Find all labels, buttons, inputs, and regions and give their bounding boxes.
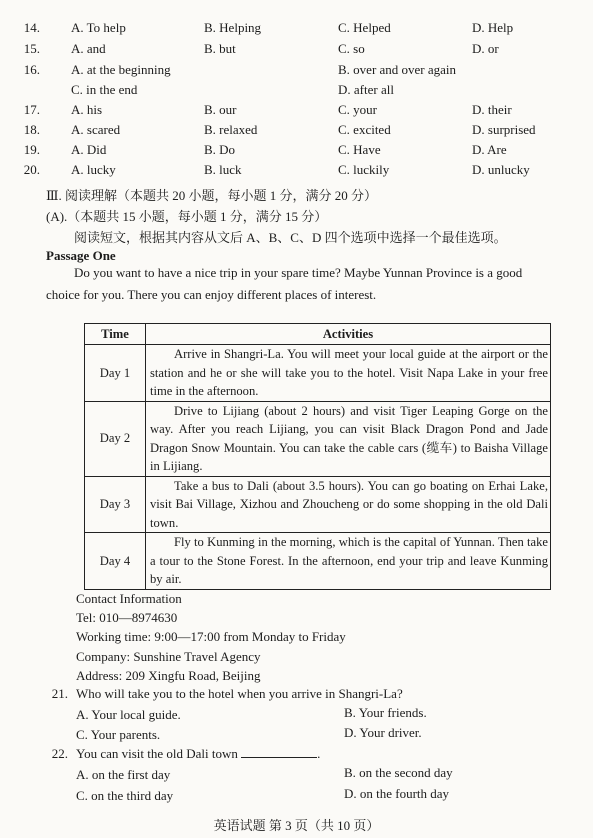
- option-d: D. surprised: [472, 122, 536, 137]
- question-stem: You can visit the old Dali town .: [76, 746, 321, 761]
- option-a: A. his: [71, 102, 103, 117]
- header-time: Time: [85, 324, 146, 345]
- option-a: A. Did: [71, 142, 107, 157]
- option-c: C. Your parents.: [76, 727, 161, 742]
- option-b: B. Your friends.: [344, 705, 427, 720]
- option-a: A. on the first day: [76, 767, 171, 782]
- option-d: D. Help: [472, 20, 514, 35]
- question-number: 21.: [51, 686, 68, 701]
- answer-blank: [241, 746, 317, 758]
- question-stem: Who will take you to the hotel when you arrive in Shangri-La?: [76, 686, 403, 701]
- contact-address: Address: 209 Xingfu Road, Beijing: [76, 668, 261, 683]
- question-number: 22.: [51, 746, 68, 761]
- contact-hours: Working time: 9:00—17:00 from Monday to Friday: [76, 629, 346, 644]
- option-d: D. or: [472, 41, 499, 56]
- passage-title: Passage One: [46, 248, 116, 263]
- header-activities: Activities: [146, 324, 551, 345]
- itinerary-table: [84, 323, 551, 590]
- question-number: 16.: [23, 62, 40, 77]
- option-c: C. luckily: [338, 162, 390, 177]
- option-c: C. Have: [338, 142, 381, 157]
- activity-cell: Fly to Kunming in the morning, which is the capital of Yunnan. Then take a tour to the Stone Forest. In the afternoon, end your trip and leave Kunming by air.: [146, 533, 551, 590]
- question-number: 20.: [23, 162, 40, 177]
- question-number: 15.: [23, 41, 40, 56]
- contact-company: Company: Sunshine Travel Agency: [76, 649, 261, 664]
- option-b: B. luck: [204, 162, 242, 177]
- option-b: B. our: [204, 102, 237, 117]
- option-c: C. excited: [338, 122, 391, 137]
- section-subheading: (A).（本题共 15 小题，每小题 1 分，满分 15 分）: [46, 209, 328, 224]
- option-c: C. your: [338, 102, 377, 117]
- question-stem-text: You can visit the old Dali town: [76, 746, 238, 761]
- option-a: A. scared: [71, 122, 121, 137]
- option-d: D. unlucky: [472, 162, 530, 177]
- day-cell: Day 2: [85, 401, 146, 476]
- option-b: B. Helping: [204, 20, 262, 35]
- question-number: 18.: [23, 122, 40, 137]
- table-header-row: [85, 324, 551, 345]
- option-c: C. in the end: [71, 82, 138, 97]
- option-a: A. lucky: [71, 162, 116, 177]
- page-footer: 英语试题 第 3 页（共 10 页）: [213, 818, 380, 833]
- day-cell: Day 1: [85, 345, 146, 402]
- option-a: A. Your local guide.: [76, 707, 181, 722]
- table-row: [85, 401, 551, 476]
- table-row: [85, 476, 551, 533]
- option-d: D. on the fourth day: [344, 786, 450, 801]
- table-row: [85, 345, 551, 402]
- option-a: A. and: [71, 41, 106, 56]
- section-heading: Ⅲ. 阅读理解（本题共 20 小题，每小题 1 分，满分 20 分）: [46, 188, 378, 203]
- option-d: D. after all: [338, 82, 394, 97]
- question-number: 19.: [23, 142, 40, 157]
- option-b: B. on the second day: [344, 765, 453, 780]
- activity-cell: Take a bus to Dali (about 3.5 hours). You can go boating on Erhai Lake, visit Bai Village, Xizhou and Zhoucheng or do some shopping in the old Dali town.: [146, 476, 551, 533]
- option-b: B. relaxed: [204, 122, 258, 137]
- contact-tel: Tel: 010—8974630: [76, 610, 178, 625]
- option-c: C. so: [338, 41, 365, 56]
- activity-cell: Drive to Lijiang (about 2 hours) and visit Tiger Leaping Gorge on the way. After you reach Lijiang, you can visit Black Dragon Pond and Jade Dragon Snow Mountain. You can take the cable cars (缆车) to Baisha Village in Lijiang.: [146, 401, 551, 476]
- option-b: B. Do: [204, 142, 236, 157]
- option-d: D. Are: [472, 142, 507, 157]
- table-row: [85, 533, 551, 590]
- day-cell: Day 3: [85, 476, 146, 533]
- question-number: 14.: [23, 20, 40, 35]
- option-b: B. but: [204, 41, 236, 56]
- option-a: A. To help: [71, 20, 126, 35]
- day-cell: Day 4: [85, 533, 146, 590]
- question-number: 17.: [23, 102, 40, 117]
- section-instruction: 阅读短文，根据其内容从文后 A、B、C、D 四个选项中选择一个最佳选项。: [74, 230, 507, 245]
- option-d: D. Your driver.: [344, 725, 422, 740]
- option-c: C. on the third day: [76, 788, 174, 803]
- activity-cell: Arrive in Shangri-La. You will meet your local guide at the airport or the station and he or she will take you to the hotel. Visit Napa Lake in your free time in the afternoon.: [146, 345, 551, 402]
- passage-intro: Do you want to have a nice trip in your spare time? Maybe Yunnan Province is a good choice for you. There you can enjoy different places of interest.: [46, 265, 523, 302]
- option-a: A. at the beginning: [71, 62, 171, 77]
- option-d: D. their: [472, 102, 512, 117]
- option-c: C. Helped: [338, 20, 391, 35]
- option-b: B. over and over again: [338, 62, 457, 77]
- contact-title: Contact Information: [76, 591, 182, 606]
